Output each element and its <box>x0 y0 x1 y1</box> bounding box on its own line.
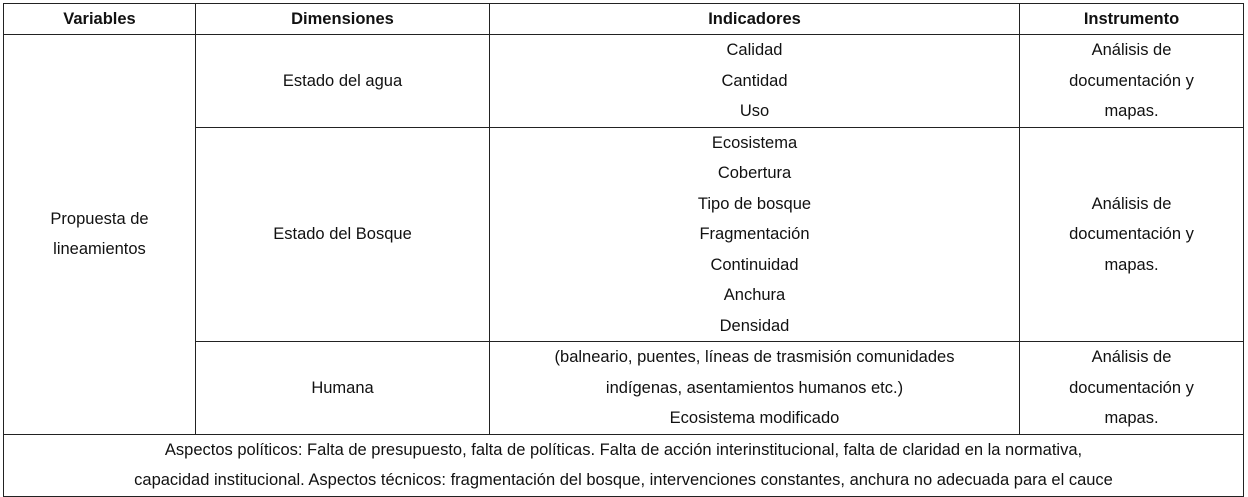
instrument-cell <box>1020 127 1244 342</box>
indicator-item: (balneario, puentes, líneas de trasmisión comunidades <box>554 348 955 366</box>
instrument-line: documentación y <box>1069 71 1194 90</box>
table-row <box>4 35 1244 128</box>
header-row <box>4 4 1244 35</box>
instrument-line: documentación y <box>1069 225 1194 243</box>
instrument-line: documentación y <box>1069 378 1194 397</box>
indicator-item: Uso <box>739 102 770 120</box>
instrument-cell <box>1020 342 1244 435</box>
operationalization-table <box>3 3 1244 497</box>
instrument-line: mapas. <box>1104 102 1159 120</box>
footer-note <box>4 434 1244 496</box>
header-instrumento: Instrumento <box>1020 4 1244 35</box>
indicators-cell <box>490 35 1020 128</box>
footer-row <box>4 434 1244 496</box>
instrument-line: mapas. <box>1104 409 1159 427</box>
instrument-line: Análisis de <box>1091 41 1172 59</box>
dimension-cell: Humana <box>196 342 490 435</box>
indicator-item: Continuidad <box>710 255 799 274</box>
indicator-item: Ecosistema modificado <box>669 409 840 427</box>
indicator-item: Calidad <box>726 41 783 59</box>
header-indicadores: Indicadores <box>490 4 1020 35</box>
instrument-line: Análisis de <box>1091 348 1172 366</box>
footer-line: Aspectos políticos: Falta de presupuesto, falta de políticas. Falta de acción interinstitucional, falta de claridad en la normativa, <box>164 440 1083 459</box>
dimension-cell: Estado del Bosque <box>196 127 490 342</box>
indicator-item: Densidad <box>719 316 790 335</box>
indicators-cell <box>490 127 1020 342</box>
header-variables: Variables <box>4 4 196 35</box>
variable-line: lineamientos <box>53 240 146 259</box>
indicator-item: indígenas, asentamientos humanos etc.) <box>605 378 904 397</box>
indicator-item: Cobertura <box>717 164 792 182</box>
variable-line: Propuesta de <box>50 209 149 228</box>
indicator-item: Anchura <box>723 286 786 304</box>
dimension-cell: Estado del agua <box>196 35 490 128</box>
header-dimensiones: Dimensiones <box>196 4 490 35</box>
instrument-line: mapas. <box>1104 255 1159 274</box>
indicator-item: Ecosistema <box>711 133 798 152</box>
footer-line: capacidad institucional. Aspectos técnicos: fragmentación del bosque, intervenciones constantes, anchura no adecuada para el cauce <box>134 471 1113 489</box>
indicator-item: Fragmentación <box>699 225 810 243</box>
variable-cell <box>4 35 196 435</box>
indicator-item: Tipo de bosque <box>697 194 812 213</box>
instrument-cell <box>1020 35 1244 128</box>
instrument-line: Análisis de <box>1091 194 1172 213</box>
indicator-item: Cantidad <box>721 71 788 90</box>
indicators-cell <box>490 342 1020 435</box>
